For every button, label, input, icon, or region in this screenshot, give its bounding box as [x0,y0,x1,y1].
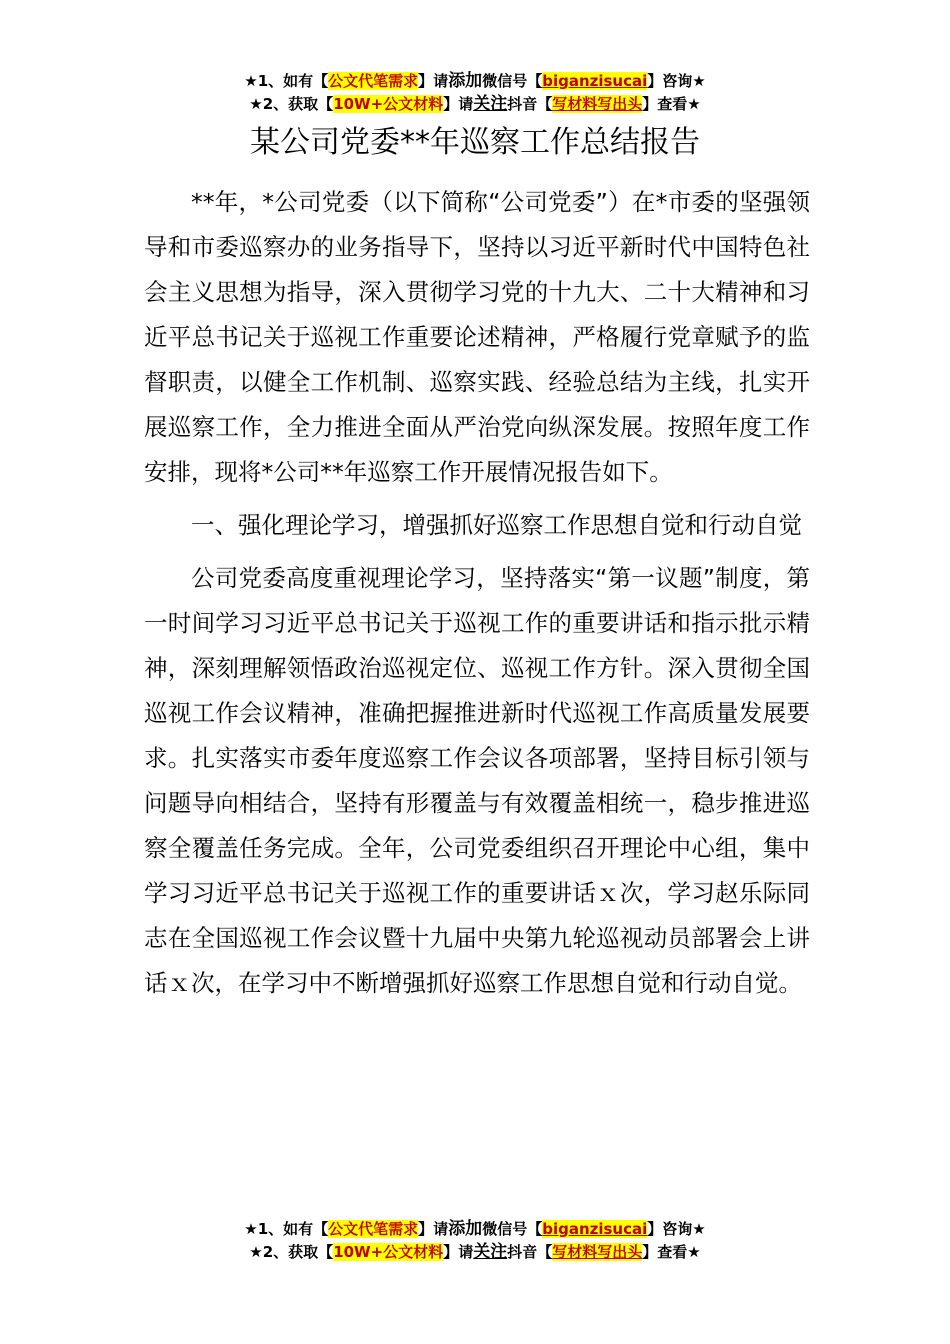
promo-line-2-prefix: ★2、获取【 [249,95,334,113]
promo-line-2 [0,93,950,116]
promo-line-1-suffix: 】咨询★ [647,1220,706,1238]
promo-line-1-prefix: ★1、如有【 [244,72,329,90]
douyin-id-link[interactable]: 写材料写出头 [552,95,643,113]
promo-line-1-highlight: 公文代笔需求 [328,72,419,90]
document-title: 某公司党委**年巡察工作总结报告 [250,125,700,160]
promo-line-2-highlight: 10W+公文材料 [333,1243,444,1261]
wechat-id-link[interactable]: biganzisucai [542,72,648,90]
promo-line-2-highlight: 10W+公文材料 [333,95,444,113]
promo-line-2-mid1: 】请 [443,1243,474,1261]
promo-line-2-mid1: 】请 [443,95,474,113]
promo-line-1 [0,70,950,93]
promo-line-2-suffix: 】查看★ [642,1243,701,1261]
promo-line-1-mid1: 】请 [418,1220,449,1238]
promo-line-2-emph: 关注 [473,94,508,114]
promo-line-1-suffix: 】咨询★ [647,72,706,90]
promo-line-1 [0,1218,950,1241]
promo-line-1-mid2: 微信号【 [482,72,543,90]
promo-line-2-emph: 关注 [473,1242,508,1262]
promo-line-2-mid2: 抖音【 [507,95,553,113]
promo-line-2 [0,1241,950,1264]
promo-line-2-prefix: ★2、获取【 [249,1243,334,1261]
document-body [144,180,810,1006]
promo-line-1-mid1: 】请 [418,72,449,90]
intro-paragraph: **年，*公司党委（以下简称“公司党委”）在*市委的坚强领导和市委巡察办的业务指导下，坚持以习近平新时代中国特色社会主义思想为指导，深入贯彻学习党的十九大、二十大精神和习近平总书记关于巡视工作重要论述精神，严格履行党章赋予的监督职责，以健全工作机制、巡察实践、经验总结为主线，扎实开展巡察工作，全力推进全面从严治党向纵深发展。按照年度工作安排，现将*公司**年巡察工作开展情况报告如下。 [144,188,810,486]
promo-line-1-highlight: 公文代笔需求 [328,1220,419,1238]
promo-line-1-mid2: 微信号【 [482,1220,543,1238]
header-promo-banner [0,70,950,116]
promo-line-2-mid2: 抖音【 [507,1243,553,1261]
promo-line-1-emph: 添加 [448,1219,483,1239]
promo-line-1-prefix: ★1、如有【 [244,1220,329,1238]
section-paragraph: 公司党委高度重视理论学习，坚持落实“第一议题”制度，第一时间学习习近平总书记关于巡视工作的重要讲话和指示批示精神，深刻理解领悟政治巡视定位、巡视工作方针。深入贯彻全国巡视工作会议精神，准确把握推进新时代巡视工作高质量发展要求。扎实落实市委年度巡察工作会议各项部署，坚持目标引领与问题导向相结合，坚持有形覆盖与有效覆盖相统一，稳步推进巡察全覆盖任务完成。全年，公司党委组织召开理论中心组，集中学习习近平总书记关于巡视工作的重要讲话ｘ次，学习赵乐际同志在全国巡视工作会议暨十九届中央第九轮巡视动员部署会上讲话ｘ次，在学习中不断增强抓好巡察工作思想自觉和行动自觉。 [144,564,810,997]
wechat-id-link[interactable]: biganzisucai [542,1220,648,1238]
footer-promo-banner [0,1218,950,1264]
douyin-id-link[interactable]: 写材料写出头 [552,1243,643,1261]
promo-line-2-suffix: 】查看★ [642,95,701,113]
section-heading: 一、强化理论学习，增强抓好巡察工作思想自觉和行动自觉 [191,511,802,539]
promo-line-1-emph: 添加 [448,71,483,91]
